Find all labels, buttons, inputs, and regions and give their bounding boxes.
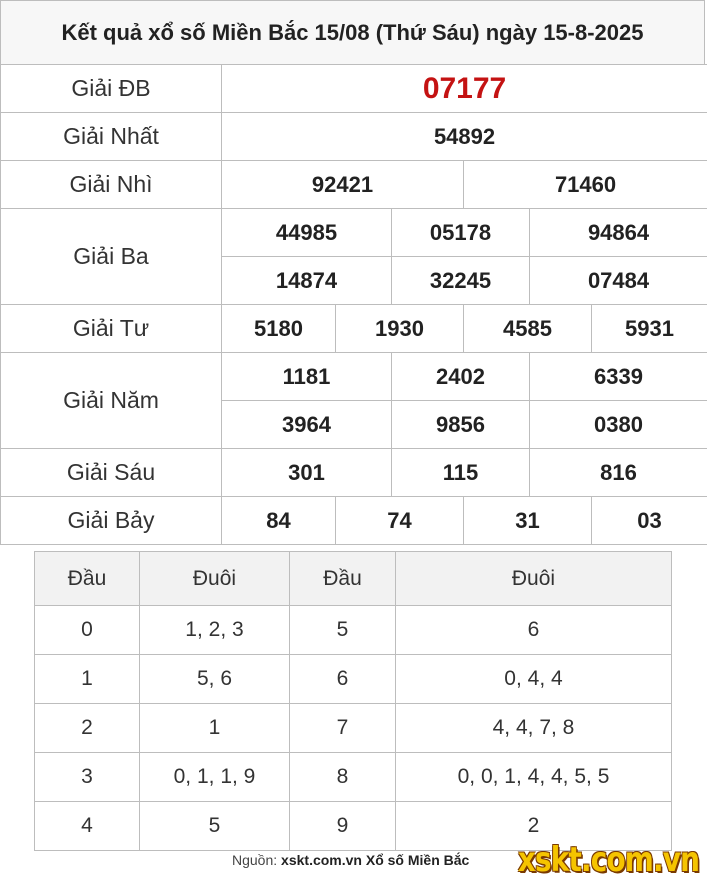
loto-row bbox=[35, 655, 672, 704]
loto-header-duoi: Đuôi bbox=[396, 552, 672, 606]
prize-number-sau: 301 bbox=[222, 449, 392, 497]
loto-duoi: 0, 0, 1, 4, 4, 5, 5 bbox=[396, 753, 672, 802]
loto-dau: 2 bbox=[35, 704, 140, 753]
prize-number-bay: 84 bbox=[222, 497, 336, 545]
loto-dau: 3 bbox=[35, 753, 140, 802]
loto-row bbox=[35, 704, 672, 753]
loto-dau: 0 bbox=[35, 606, 140, 655]
prize-number-ba: 44985 bbox=[222, 209, 392, 257]
loto-duoi: 1 bbox=[140, 704, 290, 753]
loto-dau: 9 bbox=[290, 802, 396, 851]
loto-dau: 5 bbox=[290, 606, 396, 655]
row-giai-db bbox=[1, 65, 707, 113]
loto-row bbox=[35, 606, 672, 655]
loto-duoi: 4, 4, 7, 8 bbox=[396, 704, 672, 753]
row-giai-ba bbox=[1, 209, 707, 257]
prize-number-ba: 07484 bbox=[530, 257, 707, 305]
row-giai-nam bbox=[1, 353, 707, 401]
source-link[interactable]: xskt.com.vn Xổ số Miền Bắc bbox=[281, 852, 469, 868]
loto-duoi: 1, 2, 3 bbox=[140, 606, 290, 655]
prize-number-ba: 32245 bbox=[392, 257, 530, 305]
row-giai-bay bbox=[1, 497, 707, 545]
row-giai-sau bbox=[1, 449, 707, 497]
prize-number-bay: 31 bbox=[464, 497, 592, 545]
prize-number-nam: 0380 bbox=[530, 401, 707, 449]
row-giai-nhat bbox=[1, 113, 707, 161]
prize-label-nhi: Giải Nhì bbox=[1, 161, 222, 209]
prize-number-tu: 5931 bbox=[592, 305, 707, 353]
loto-header-row bbox=[35, 552, 672, 606]
prize-label-ba: Giải Ba bbox=[1, 209, 222, 305]
loto-duoi: 6 bbox=[396, 606, 672, 655]
prize-number-db: 07177 bbox=[222, 65, 707, 113]
row-giai-tu bbox=[1, 305, 707, 353]
loto-duoi: 5 bbox=[140, 802, 290, 851]
loto-header-duoi: Đuôi bbox=[140, 552, 290, 606]
prize-number-sau: 115 bbox=[392, 449, 530, 497]
prize-number-ba: 94864 bbox=[530, 209, 707, 257]
loto-header-dau: Đầu bbox=[35, 552, 140, 606]
loto-header-dau: Đầu bbox=[290, 552, 396, 606]
loto-dau: 1 bbox=[35, 655, 140, 704]
loto-dau: 8 bbox=[290, 753, 396, 802]
loto-dau: 7 bbox=[290, 704, 396, 753]
prize-number-nam: 3964 bbox=[222, 401, 392, 449]
prize-number-sau: 816 bbox=[530, 449, 707, 497]
brand-logo: xskt.com.vn bbox=[518, 840, 699, 880]
prize-number-nam: 6339 bbox=[530, 353, 707, 401]
prize-number-tu: 4585 bbox=[464, 305, 592, 353]
prize-label-nam: Giải Năm bbox=[1, 353, 222, 449]
prize-number-tu: 5180 bbox=[222, 305, 336, 353]
prize-label-db: Giải ĐB bbox=[1, 65, 222, 113]
prize-number-bay: 74 bbox=[336, 497, 464, 545]
loto-dau: 4 bbox=[35, 802, 140, 851]
loto-duoi: 2 bbox=[396, 802, 672, 851]
loto-dau: 6 bbox=[290, 655, 396, 704]
prize-label-bay: Giải Bảy bbox=[1, 497, 222, 545]
source-prefix: Nguồn: bbox=[232, 852, 277, 868]
loto-duoi: 0, 1, 1, 9 bbox=[140, 753, 290, 802]
loto-duoi: 0, 4, 4 bbox=[396, 655, 672, 704]
prize-number-nam: 2402 bbox=[392, 353, 530, 401]
prize-number-nhi: 92421 bbox=[222, 161, 464, 209]
source-credit bbox=[232, 852, 469, 868]
prize-number-nhi: 71460 bbox=[464, 161, 707, 209]
loto-table bbox=[34, 551, 672, 851]
loto-row bbox=[35, 753, 672, 802]
loto-duoi: 5, 6 bbox=[140, 655, 290, 704]
prize-label-tu: Giải Tư bbox=[1, 305, 222, 353]
prize-number-nam: 1181 bbox=[222, 353, 392, 401]
results-table bbox=[0, 64, 707, 545]
prize-number-nhat: 54892 bbox=[222, 113, 707, 161]
prize-number-nam: 9856 bbox=[392, 401, 530, 449]
prize-number-tu: 1930 bbox=[336, 305, 464, 353]
prize-label-sau: Giải Sáu bbox=[1, 449, 222, 497]
row-giai-nhi bbox=[1, 161, 707, 209]
prize-number-ba: 05178 bbox=[392, 209, 530, 257]
prize-number-ba: 14874 bbox=[222, 257, 392, 305]
page-title: Kết quả xổ số Miền Bắc 15/08 (Thứ Sáu) ngày 15-8-2025 bbox=[0, 0, 705, 64]
prize-number-bay: 03 bbox=[592, 497, 707, 545]
prize-label-nhat: Giải Nhất bbox=[1, 113, 222, 161]
